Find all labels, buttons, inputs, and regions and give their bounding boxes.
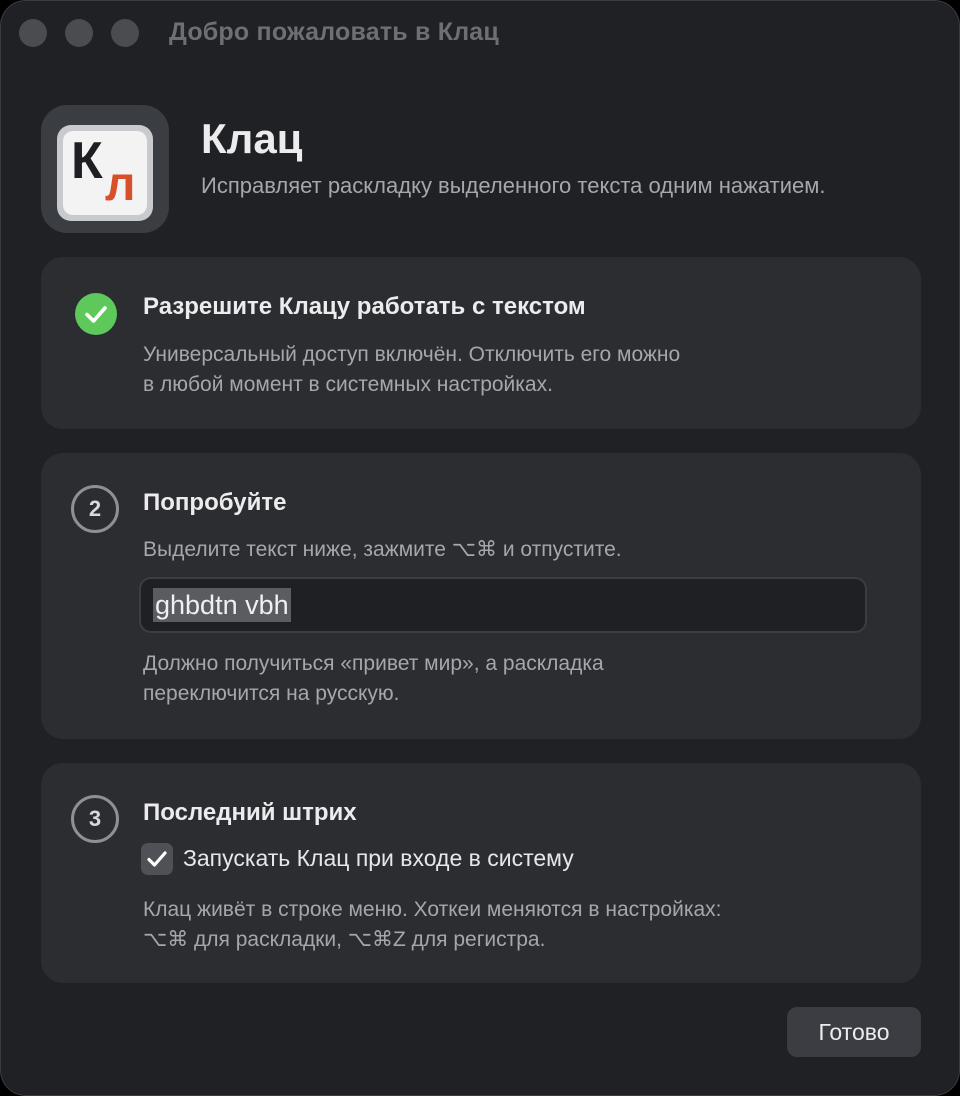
step2-number: 2: [71, 485, 119, 533]
step2-hint-line2: переключится на русскую.: [143, 682, 400, 705]
app-description: Исправляет раскладку выделенного текста одним нажатием.: [201, 173, 826, 198]
try-text-field[interactable]: [139, 577, 867, 633]
try-field-selected-text[interactable]: ghbdtn vbh: [155, 590, 289, 620]
close-window-button[interactable]: [19, 19, 47, 47]
app-name: Клац: [201, 115, 303, 162]
step2-hint-line1: Должно получиться «привет мир», а раскладка: [143, 652, 604, 675]
launch-at-login-label[interactable]: Запускать Клац при входе в систему: [183, 845, 574, 871]
checkmark-icon: [141, 843, 173, 875]
app-icon-letter-k: К: [71, 132, 103, 190]
success-check-icon: [75, 293, 117, 335]
launch-at-login-checkbox[interactable]: [141, 843, 173, 875]
step-permission-card: [41, 257, 921, 429]
step2-title: Попробуйте: [143, 489, 287, 516]
zoom-window-button[interactable]: [111, 19, 139, 47]
step2-instruction: Выделите текст ниже, зажмите ⌥⌘ и отпустите.: [143, 538, 622, 561]
step-finish-card: [41, 763, 921, 983]
step-try-card: [41, 453, 921, 739]
step3-title: Последний штрих: [143, 799, 357, 826]
window-title: Добро пожаловать в Клац: [169, 18, 499, 46]
done-button[interactable]: Готово: [787, 1007, 921, 1057]
app-icon-letter-l: л: [105, 158, 136, 211]
minimize-window-button[interactable]: [65, 19, 93, 47]
step1-text-line2: в любой момент в системных настройках.: [143, 373, 553, 396]
step3-note-line2: ⌥⌘ для раскладки, ⌥⌘Z для регистра.: [143, 928, 546, 951]
step1-title: Разрешите Клацу работать с текстом: [143, 293, 586, 320]
app-icon: [41, 105, 169, 233]
title-bar: [1, 1, 959, 65]
step3-note-line1: Клац живёт в строке меню. Хоткеи меняются в настройках:: [143, 898, 722, 921]
step1-text-line1: Универсальный доступ включён. Отключить его можно: [143, 343, 681, 366]
step3-number: 3: [71, 795, 119, 843]
